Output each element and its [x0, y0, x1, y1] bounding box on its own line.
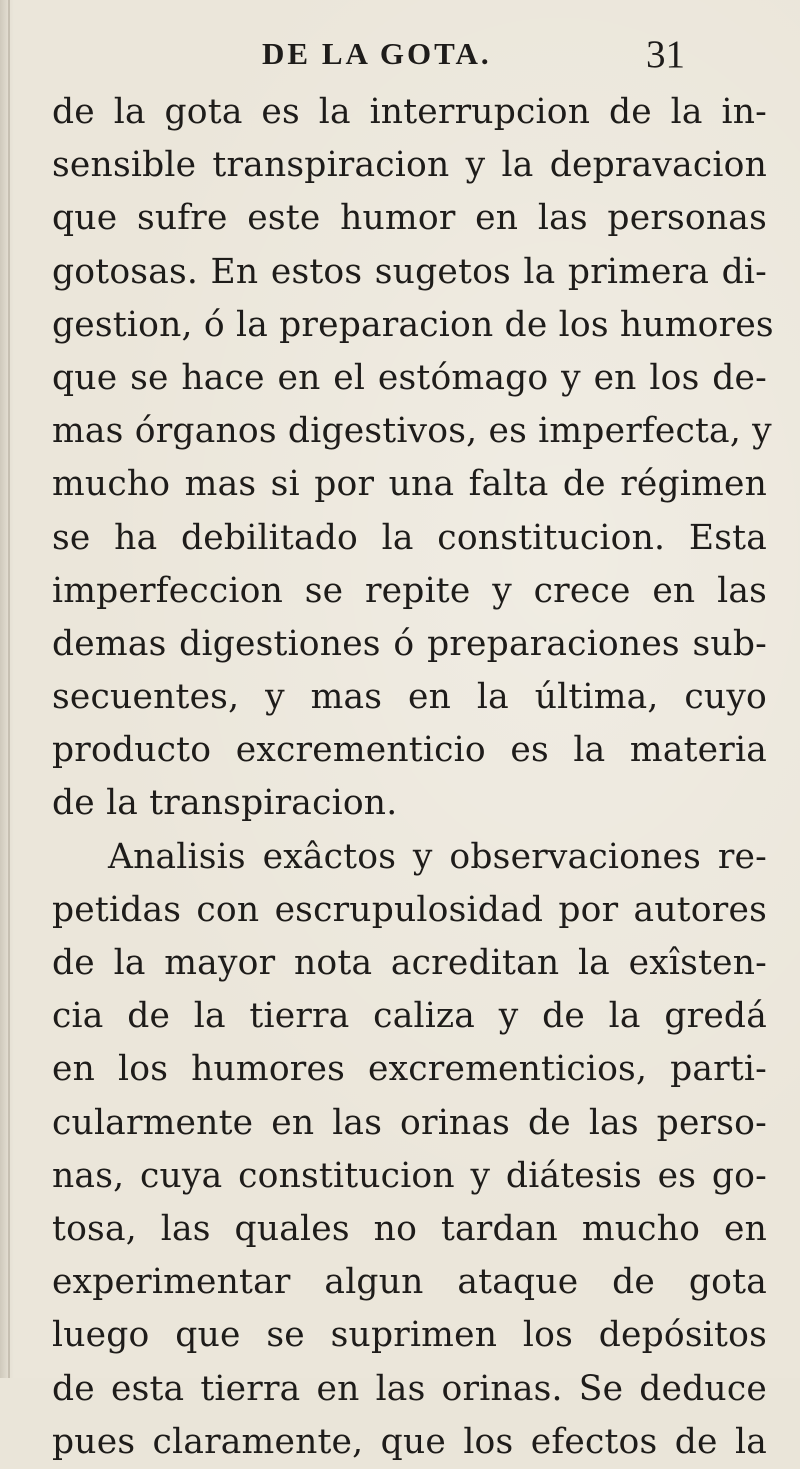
text-line: mucho mas si por una falta de régimen	[52, 464, 767, 505]
paragraph-start-line: Analisis exâctos y observaciones re-	[108, 836, 767, 877]
text-line: cularmente en las orinas de las perso-	[52, 1102, 767, 1143]
text-line: mas órganos digestivos, es imperfecta, y	[52, 411, 772, 452]
text-line: de la gota es la interrupcion de la in-	[52, 92, 767, 132]
text-line: experimentar algun ataque de gota	[52, 1262, 767, 1303]
page-gutter	[0, 0, 14, 1378]
page-number: 31	[646, 33, 685, 76]
text-line: de la mayor nota acreditan la exîsten-	[52, 943, 767, 983]
text-line: sensible transpiracion y la depravacion	[52, 145, 767, 186]
text-line: se ha debilitado la constitucion. Esta	[52, 517, 767, 558]
text-line: pues claramente, que los efectos de la	[52, 1421, 767, 1462]
text-line: imperfeccion se repite y crece en las	[52, 570, 767, 611]
text-line: gotosas. En estos sugetos la primera di-	[52, 251, 767, 292]
text-line: de esta tierra en las orinas. Se deduce	[52, 1368, 767, 1409]
body-text	[52, 86, 774, 1469]
running-head	[0, 30, 800, 90]
text-line: que sufre este humor en las personas	[52, 198, 767, 239]
text-line: tosa, las quales no tardan mucho en	[52, 1208, 767, 1249]
text-line: producto excrementicio es la materia	[52, 730, 767, 771]
text-line: gestion, ó la preparacion de los humores	[52, 304, 774, 345]
gutter-fold-line	[8, 0, 10, 1378]
text-line: nas, cuya constitucion y diátesis es go-	[52, 1155, 767, 1196]
text-line: en los humores excrementicios, parti-	[52, 1049, 767, 1090]
text-line: petidas con escrupulosidad por autores	[52, 889, 767, 930]
text-line: luego que se suprimen los depósitos	[52, 1315, 767, 1356]
running-title: DE LA GOTA.	[262, 36, 492, 71]
paragraph-end-line: de la transpiracion.	[52, 783, 398, 824]
text-line: cia de la tierra caliza y de la gredá	[52, 996, 767, 1037]
text-line: secuentes, y mas en la última, cuyo	[52, 677, 767, 718]
text-line: demas digestiones ó preparaciones sub-	[52, 623, 767, 664]
text-line: que se hace en el estómago y en los de-	[52, 357, 767, 398]
